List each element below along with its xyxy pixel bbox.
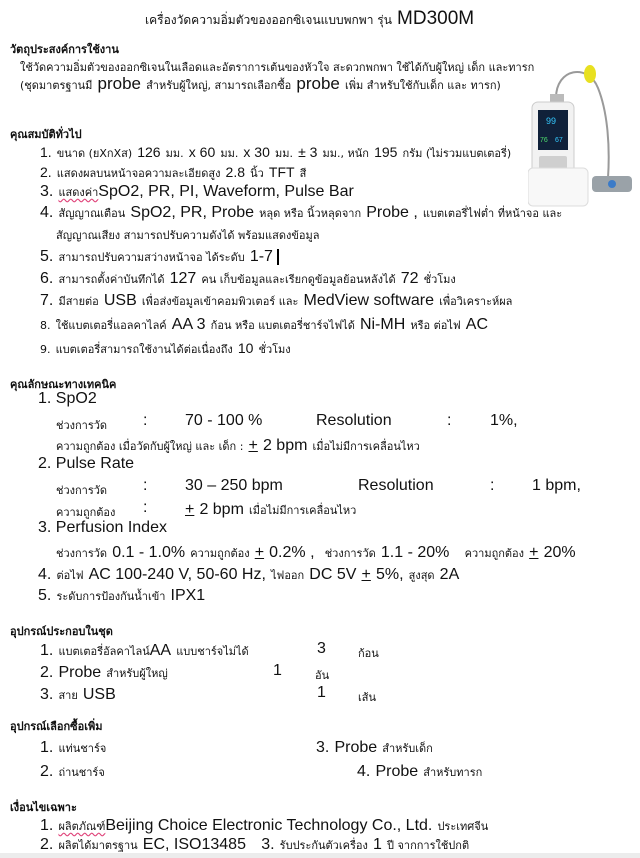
text: Probe , <box>366 204 418 221</box>
optional-item-3 <box>316 737 433 757</box>
num: 3. <box>316 739 330 756</box>
pr-resolution-label: Resolution <box>358 477 434 494</box>
num: 2. <box>40 763 54 780</box>
text: 126 <box>137 144 161 160</box>
pulse-oximeter-image <box>528 58 638 218</box>
text: เพื่อวิเคราะห์ผล <box>439 295 513 308</box>
spo2-resolution: 1%, <box>490 412 518 429</box>
power-spec <box>38 564 459 584</box>
purpose-line1: ใช้วัดความอิ่มตัวของออกซิเจนในเลือดและอัตราการเต้นของหัวใจ สะดวกพกพา ใช้ได้กับผู้ใหญ่ เด็ก และทารก <box>20 61 535 74</box>
text: probe <box>296 74 340 93</box>
num: 2. <box>40 836 54 853</box>
text: ใช้แบตเตอรี่แอลคาไลค์ <box>55 319 167 332</box>
general-item-4 <box>40 202 562 222</box>
perfusion-index-title <box>38 519 167 537</box>
optional-item-1 <box>40 737 106 757</box>
num: 5. <box>40 248 54 265</box>
num: 4. <box>40 204 54 221</box>
text: สี <box>299 167 307 180</box>
pr-accuracy <box>185 499 356 519</box>
text: AA <box>149 642 172 659</box>
text: EC, ISO13485 <box>142 836 246 853</box>
text: 1 <box>372 836 382 853</box>
text: 20% <box>543 544 576 561</box>
text: เมื่อไม่มีการเคลื่อนไหว <box>312 440 420 453</box>
text: 2 bpm <box>199 501 244 518</box>
general-item-6 <box>40 268 456 288</box>
technical-heading: คุณลักษณะทางเทคนิค <box>10 378 117 391</box>
text: เมื่อไม่มีการเคลื่อนไหว <box>249 504 357 517</box>
text: SpO2 <box>55 390 97 407</box>
text: 127 <box>169 270 197 287</box>
text: 10 <box>237 340 254 356</box>
general-item-1 <box>40 142 511 162</box>
text: Pulse Rate <box>55 455 135 472</box>
text: ความถูกต้อง <box>190 547 250 560</box>
text: AC <box>465 316 489 333</box>
text: (ชุดมาตรฐานมี <box>20 79 93 92</box>
device-pr: 76 <box>540 137 548 144</box>
text: 0.1 - 1.0% <box>112 544 186 561</box>
num: 1. <box>40 817 54 834</box>
text: + <box>185 501 195 518</box>
text: Probe <box>334 739 378 756</box>
text: Probe <box>375 763 419 780</box>
text: สัญญาณเตือน <box>58 207 126 220</box>
text: มม. <box>165 147 184 160</box>
text: SpO2, PR, PI, Waveform, Pulse Bar <box>98 183 354 200</box>
num: 6. <box>40 270 54 287</box>
title-thai: เครื่องวัดความอิ่มตัวของออกซิเจนแบบพกพา รุ่น <box>145 13 392 27</box>
colon: : <box>490 477 495 494</box>
page-title <box>145 8 474 30</box>
text: Ni-MH <box>359 316 406 333</box>
text: แท่นชาร์จ <box>58 742 107 755</box>
text: MedView software <box>303 292 434 309</box>
optional-item-2 <box>40 761 105 781</box>
text: สามารถปรับความสว่างหน้าจอ ได้ระดับ <box>58 251 245 264</box>
optional-heading: อุปกรณ์เลือกซื้อเพิ่ม <box>10 720 103 733</box>
text: ประเทศจีน <box>437 820 489 833</box>
text-cursor <box>277 249 279 265</box>
text: x 60 <box>188 144 216 160</box>
num: 3. <box>40 183 54 200</box>
num: 1. <box>40 642 54 659</box>
text: 195 <box>374 144 398 160</box>
num: 8. <box>40 319 51 332</box>
text: มม., หนัก <box>322 147 369 160</box>
included-unit: อัน <box>315 669 330 682</box>
ipx-spec <box>38 585 205 605</box>
num: 7. <box>40 292 54 309</box>
spo2-range: 70 - 100 % <box>185 412 263 429</box>
text: IPX1 <box>170 587 206 604</box>
general-item-2 <box>40 162 306 182</box>
colon: : <box>143 499 148 516</box>
text: สำหรับผู้ใหญ่ <box>106 667 168 680</box>
text: TFT <box>268 164 295 180</box>
text: สำหรับเด็ก <box>382 742 433 755</box>
general-heading: คุณสมบัติทั่วไป <box>10 128 82 141</box>
perfusion-index-values <box>56 542 576 562</box>
pr-range-label: ช่วงการวัด <box>56 484 108 497</box>
text: AC 100-240 V, 50-60 Hz, <box>88 566 266 583</box>
text: AA 3 <box>171 316 206 333</box>
general-item-8 <box>40 314 488 334</box>
text: 72 <box>400 270 419 287</box>
colon: : <box>143 477 148 494</box>
colon: : <box>143 412 148 429</box>
text: คน เก็บข้อมูลและเรียกดูข้อมูลย้อนหลังได้ <box>201 273 396 286</box>
text: ผลิตได้มาตรฐาน <box>58 839 138 852</box>
text: probe <box>97 74 141 93</box>
text: 1-7 <box>249 248 273 265</box>
condition-1 <box>40 815 488 835</box>
general-item-5 <box>40 246 279 266</box>
num: 1. <box>40 144 52 160</box>
text: แสดงค่า <box>58 186 99 199</box>
included-item-2 <box>40 662 168 682</box>
text: สาย <box>58 689 78 702</box>
num: 4. <box>357 763 371 780</box>
included-unit: เส้น <box>358 691 376 704</box>
num: 2. <box>40 164 52 180</box>
purpose-heading: วัตถุประสงค์การใช้งาน <box>10 43 119 56</box>
bottom-scroll-strip <box>0 853 640 858</box>
num: 5. <box>38 587 52 604</box>
text: Beijing Choice Electronic Technology Co., Ltd. <box>105 817 433 834</box>
text: ช่วงการวัด <box>56 547 108 560</box>
text: + <box>529 544 539 561</box>
text: นิ้ว <box>250 167 264 180</box>
text: 5%, <box>375 566 404 583</box>
text: ไฟออก <box>271 569 305 582</box>
text: 1.1 - 20% <box>380 544 450 561</box>
included-item-3 <box>40 684 116 704</box>
included-heading: อุปกรณ์ประกอบในชุด <box>10 625 113 638</box>
spo2-range-label: ช่วงการวัด <box>56 419 108 432</box>
general-item-3 <box>40 181 354 201</box>
text: รับประกันตัวเครื่อง <box>279 839 368 852</box>
text: 2A <box>439 566 460 583</box>
text: ช่วงการวัด <box>324 547 376 560</box>
num: 2. <box>40 664 54 681</box>
optional-item-4 <box>357 761 482 781</box>
text: เพิ่ม สำหรับใช้กับเด็ก และ ทารก) <box>344 79 501 92</box>
text: USB <box>82 686 116 703</box>
text: ความถูกต้อง <box>464 547 525 560</box>
text: x 30 <box>243 144 270 160</box>
text: Perfusion Index <box>55 519 167 536</box>
text: สำหรับผู้ใหญ่, สามารถเลือกซื้อ <box>146 79 292 92</box>
text: แบตเตอรี่สามารถใช้งานได้ต่อเนื่องถึง <box>55 343 233 356</box>
num: 1. <box>38 390 52 407</box>
num: 4. <box>38 566 52 583</box>
spo2-title <box>38 390 97 408</box>
text: Probe <box>58 664 102 681</box>
text: ความถูกต้อง เมื่อวัดกับผู้ใหญ่ และ เด็ก : <box>56 440 244 453</box>
pr-range: 30 – 250 bpm <box>185 477 283 494</box>
purpose-line2 <box>20 74 501 94</box>
general-item-7 <box>40 290 512 310</box>
included-qty: 3 <box>317 640 326 657</box>
spo2-accuracy <box>56 435 420 455</box>
text: ชั่วโมง <box>423 273 456 286</box>
colon: : <box>447 412 452 429</box>
included-unit: ก้อน <box>358 647 379 660</box>
title-model: MD300M <box>397 8 475 29</box>
spo2-resolution-label: Resolution <box>316 412 392 429</box>
text: 0.2% , <box>269 544 315 561</box>
condition-2 <box>40 834 469 854</box>
num: 9. <box>40 343 51 356</box>
text: แบตเตอรี่อัลคาไลน์ <box>58 645 150 658</box>
text: USB <box>103 292 137 309</box>
device-spo2: 99 <box>546 116 557 126</box>
text: แสดงผลบนหน้าจอความละเอียดสูง <box>56 167 221 180</box>
num: 3. <box>40 686 54 703</box>
conditions-heading: เงื่อนไขเฉพาะ <box>10 801 77 814</box>
text: แบตเตอรี่ไฟต่ำ ที่หน้าจอ และ <box>422 207 563 220</box>
text: มม. <box>274 147 293 160</box>
included-qty: 1 <box>317 684 326 701</box>
text: สำหรับทารก <box>423 766 483 779</box>
num: 3. <box>38 519 52 536</box>
text: + <box>254 544 265 561</box>
text: หลุด หรือ นิ้วหลุดจาก <box>259 207 362 220</box>
text: แบบชาร์จไม่ได้ <box>176 645 249 658</box>
text: ปี จากการใช้ปกติ <box>386 839 470 852</box>
num: 1. <box>40 739 54 756</box>
text: สูงสุด <box>408 569 435 582</box>
text: มีสายต่อ <box>58 295 99 308</box>
text: DC 5V <box>309 566 357 583</box>
text: ± 3 <box>298 144 318 160</box>
pr-resolution: 1 bpm, <box>532 477 581 494</box>
text: เพื่อส่งข้อมูลเข้าคอมพิวเตอร์ และ <box>141 295 299 308</box>
text: SpO2, PR, Probe <box>130 204 255 221</box>
general-item-4-cont: สัญญาณเสียง สามารถปรับความดังได้ พร้อมแสดงข้อมูล <box>56 229 320 242</box>
text: + <box>361 566 371 583</box>
text: ระดับการป้องกันน้ำเข้า <box>56 590 166 603</box>
pr-accuracy-label: ความถูกต้อง <box>56 506 116 519</box>
general-item-9 <box>40 338 291 358</box>
text: ชั่วโมง <box>258 343 291 356</box>
text: กรัม (ไม่รวมแบตเตอรี่) <box>402 147 512 160</box>
text: มม. <box>220 147 239 160</box>
text: + <box>248 437 258 454</box>
device-pi: 67 <box>555 137 563 144</box>
text: ขนาด (ยXกXส) <box>56 147 133 160</box>
included-qty: 1 <box>273 662 282 679</box>
text: ต่อไฟ <box>56 569 84 582</box>
text: หรือ ต่อไฟ <box>410 319 461 332</box>
included-item-1 <box>40 640 249 660</box>
text: 2.8 <box>225 164 246 180</box>
text: ถ่านชาร์จ <box>58 766 105 779</box>
text: สามารถตั้งค่าบันทึกได้ <box>58 273 165 286</box>
text: ก้อน หรือ แบตเตอรี่ชาร์จไฟได้ <box>210 319 355 332</box>
pulse-rate-title <box>38 455 134 473</box>
num: 2. <box>38 455 52 472</box>
num: 3. <box>261 836 275 853</box>
text: ผลิตภัณฑ์ <box>58 820 106 833</box>
text: 2 bpm <box>262 437 308 454</box>
